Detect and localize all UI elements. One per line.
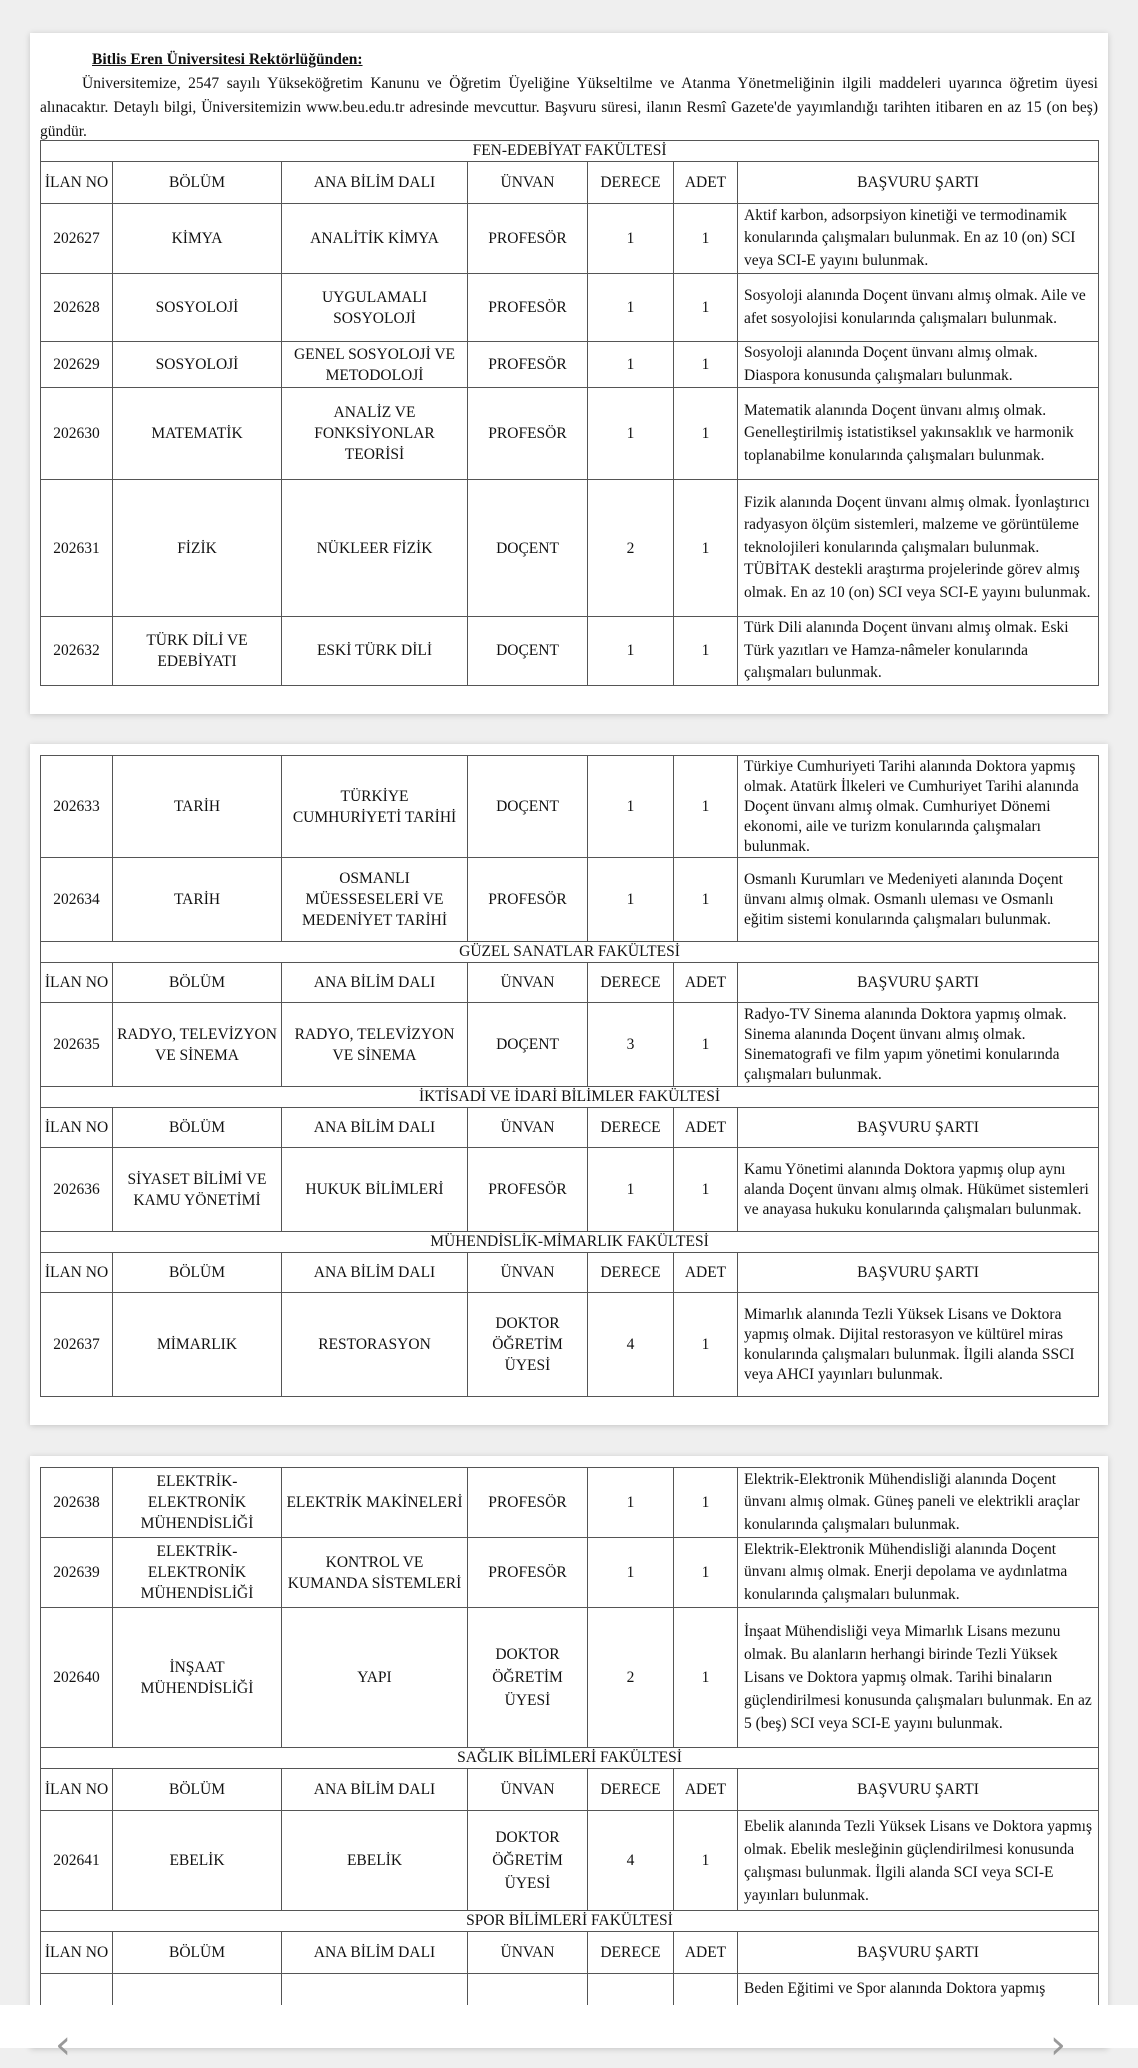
basvuru-sarti: Türk Dili alanında Doçent ünvanı almış olmak. Eski Türk yazıtları ve Hamza-nâmeler konularında çalışmaları bulunmak.: [738, 617, 1099, 686]
table-row: [41, 858, 1099, 942]
derece: 1: [588, 617, 674, 686]
header-ana-bilim-dali: ANA BİLİM DALI: [282, 162, 468, 204]
header-derece: DERECE: [588, 1253, 674, 1293]
chevron-left-icon[interactable]: ‹: [55, 2022, 71, 2068]
header-derece: DERECE: [588, 162, 674, 204]
table-row: [41, 1811, 1099, 1911]
unvan: PROFESÖR: [468, 1538, 588, 1608]
basvuru-sarti: Aktif karbon, adsorpsiyon kinetiği ve termodinamik konularında çalışmaları bulunmak. En az 10 (on) SCI veya SCI-E yayını bulunmak.: [738, 204, 1099, 274]
unvan: PROFESÖR: [468, 858, 588, 942]
basvuru-sarti: Sosyoloji alanında Doçent ünvanı almış olmak. Diaspora konusunda çalışmaları bulunmak.: [738, 342, 1099, 388]
ana-bilim-dali: OSMANLI MÜESSESELERİ VE MEDENİYET TARİHİ: [282, 858, 468, 942]
faculty-title: SAĞLIK BİLİMLERİ FAKÜLTESİ: [41, 1748, 1099, 1769]
bolum: TÜRK DİLİ VE EDEBİYATI: [113, 617, 282, 686]
basvuru-sarti: Elektrik-Elektronik Mühendisliği alanında Doçent ünvanı almış olmak. Enerji depolama ve aydınlatma konularında çalışmaları bulunmak.: [738, 1538, 1099, 1608]
ilan-no: 202629: [41, 342, 113, 388]
basvuru-sarti: Radyo-TV Sinema alanında Doktora yapmış olmak. Sinema alanında Doçent ünvanı almış olmak. Sinematografi ve film yapım yönetimi konularında çalışmaları bulunmak.: [738, 1003, 1099, 1087]
faculty-title: FEN-EDEBİYAT FAKÜLTESİ: [41, 141, 1099, 162]
ana-bilim-dali: KONTROL VE KUMANDA SİSTEMLERİ: [282, 1538, 468, 1608]
faculty-title: GÜZEL SANATLAR FAKÜLTESİ: [41, 942, 1099, 963]
adet: 1: [674, 388, 738, 480]
header-basvuru-sarti: BAŞVURU ŞARTI: [738, 1108, 1099, 1148]
adet: 1: [674, 617, 738, 686]
basvuru-sarti: Kamu Yönetimi alanında Doktora yapmış olup aynı alanda Doçent ünvanı almış olmak. Hükümet sistemleri ve anayasa hukuku konularında çalışmaları bulunmak.: [738, 1148, 1099, 1232]
ilan-no: 202627: [41, 204, 113, 274]
adet: 1: [674, 342, 738, 388]
ilan-no: 202640: [41, 1608, 113, 1748]
basvuru-sarti: Fizik alanında Doçent ünvanı almış olmak. İyonlaştırıcı radyasyon ölçüm sistemleri, malzeme ve görüntüleme teknolojileri konularında çalışmaları bulunmak. TÜBİTAK destekli araştırma projelerinde görev almış olmak. En az 10 (on) SCI veya SCI-E yayını bulunmak.: [738, 480, 1099, 617]
ilan-no: 202632: [41, 617, 113, 686]
header-bolum: BÖLÜM: [113, 1253, 282, 1293]
document-page-1: [30, 33, 1108, 714]
basvuru-sarti: Beden Eğitimi ve Spor alanında Doktora yapmış: [738, 1974, 1099, 2014]
basvuru-sarti: Sosyoloji alanında Doçent ünvanı almış olmak. Aile ve afet sosyolojisi konularında çalışmaları bulunmak.: [738, 274, 1099, 342]
ilan-no: 202635: [41, 1003, 113, 1087]
header-basvuru-sarti: BAŞVURU ŞARTI: [738, 1769, 1099, 1811]
header-unvan: ÜNVAN: [468, 1108, 588, 1148]
adet: 1: [674, 1148, 738, 1232]
header-derece: DERECE: [588, 1769, 674, 1811]
header-bolum: BÖLÜM: [113, 963, 282, 1003]
derece: 1: [588, 204, 674, 274]
header-ilan-no: İLAN NO: [41, 162, 113, 204]
adet: 1: [674, 1538, 738, 1608]
table-row: [41, 756, 1099, 858]
header-unvan: ÜNVAN: [468, 963, 588, 1003]
header-ana-bilim-dali: ANA BİLİM DALI: [282, 1253, 468, 1293]
header-adet: ADET: [674, 1769, 738, 1811]
intro-paragraph: [40, 48, 1098, 144]
table-row: [41, 1148, 1099, 1232]
basvuru-sarti: Ebelik alanında Tezli Yüksek Lisans ve Doktora yapmış olmak. Ebelik mesleğinin güçlendirilmesi konusunda çalışması bulunmak. İlgili alanda SCI veya SCI-E yayınları bulunmak.: [738, 1811, 1099, 1911]
faculty-title: MÜHENDİSLİK-MİMARLIK FAKÜLTESİ: [41, 1232, 1099, 1253]
derece: 1: [588, 858, 674, 942]
unvan: PROFESÖR: [468, 388, 588, 480]
faculty-title: İKTİSADİ VE İDARİ BİLİMLER FAKÜLTESİ: [41, 1087, 1099, 1108]
ana-bilim-dali: RADYO, TELEVİZYON VE SİNEMA: [282, 1003, 468, 1087]
positions-table-3: [40, 1467, 1099, 2014]
table-row: [41, 480, 1099, 617]
ana-bilim-dali: RESTORASYON: [282, 1293, 468, 1397]
ana-bilim-dali: ELEKTRİK MAKİNELERİ: [282, 1468, 468, 1538]
ilan-no: 202633: [41, 756, 113, 858]
ana-bilim-dali: UYGULAMALI SOSYOLOJİ: [282, 274, 468, 342]
header-ilan-no: İLAN NO: [41, 1108, 113, 1148]
derece: 1: [588, 388, 674, 480]
chevron-right-icon[interactable]: ›: [1050, 2022, 1066, 2068]
header-ilan-no: İLAN NO: [41, 963, 113, 1003]
document-page-3: [30, 1456, 1108, 2048]
unvan: DOÇENT: [468, 617, 588, 686]
ana-bilim-dali: EBELİK: [282, 1811, 468, 1911]
basvuru-sarti: İnşaat Mühendisliği veya Mimarlık Lisans mezunu olmak. Bu alanların herhangi birinde Tezli Yüksek Lisans ve Doktora yapmış olmak. Tarihi binaların güçlendirilmesi konusunda çalışmaları bulunmak. En az 5 (beş) SCI veya SCI-E yayını bulunmak.: [738, 1608, 1099, 1748]
unvan: DOÇENT: [468, 480, 588, 617]
bolum: SOSYOLOJİ: [113, 342, 282, 388]
adet: 1: [674, 1003, 738, 1087]
intro-text: Üniversitemize, 2547 sayılı Yükseköğretim Kanunu ve Öğretim Üyeliğine Yükseltilme ve Atanma Yönetmeliğinin ilgili maddeleri uyarınca öğretim üyesi alınacaktır. Detaylı bilgi, Üniversitemizin www.beu.edu.tr adresinde mevcuttur. Başvuru süresi, ilanın Resmî Gazete'de yayımlandığı tarihten itibaren en az 15 (on beş) gündür.: [40, 75, 1098, 140]
header-ana-bilim-dali: ANA BİLİM DALI: [282, 963, 468, 1003]
basvuru-sarti: Türkiye Cumhuriyeti Tarihi alanında Doktora yapmış olmak. Atatürk İlkeleri ve Cumhuriyet Tarihi alanında Doçent ünvanı almış olmak. Cumhuriyet Dönemi ekonomi, aile ve turizm konularında çalışmaları bulunmak.: [738, 756, 1099, 858]
header-basvuru-sarti: BAŞVURU ŞARTI: [738, 1253, 1099, 1293]
bolum: MİMARLIK: [113, 1293, 282, 1397]
bolum: EBELİK: [113, 1811, 282, 1911]
unvan: PROFESÖR: [468, 274, 588, 342]
table-row: [41, 388, 1099, 480]
bolum: TARİH: [113, 756, 282, 858]
ana-bilim-dali: YAPI: [282, 1608, 468, 1748]
bolum: KİMYA: [113, 204, 282, 274]
header-unvan: ÜNVAN: [468, 1253, 588, 1293]
table-row: [41, 1538, 1099, 1608]
bottom-nav-bar: [0, 2005, 1138, 2048]
ilan-no: 202637: [41, 1293, 113, 1397]
ilan-no: 202631: [41, 480, 113, 617]
derece: 4: [588, 1811, 674, 1911]
adet: 1: [674, 1811, 738, 1911]
header-bolum: BÖLÜM: [113, 1932, 282, 1974]
header-ana-bilim-dali: ANA BİLİM DALI: [282, 1769, 468, 1811]
header-bolum: BÖLÜM: [113, 1769, 282, 1811]
table-row: [41, 1003, 1099, 1087]
header-adet: ADET: [674, 162, 738, 204]
header-adet: ADET: [674, 1253, 738, 1293]
derece: 1: [588, 756, 674, 858]
derece: 1: [588, 274, 674, 342]
header-basvuru-sarti: BAŞVURU ŞARTI: [738, 162, 1099, 204]
bolum: SİYASET BİLİMİ VE KAMU YÖNETİMİ: [113, 1148, 282, 1232]
header-basvuru-sarti: BAŞVURU ŞARTI: [738, 1932, 1099, 1974]
adet: 1: [674, 1608, 738, 1748]
header-derece: DERECE: [588, 1932, 674, 1974]
positions-table-1: [40, 140, 1099, 686]
table-row: [41, 1468, 1099, 1538]
unvan: DOKTOR ÖĞRETİM ÜYESİ: [468, 1293, 588, 1397]
bolum: MATEMATİK: [113, 388, 282, 480]
unvan: DOÇENT: [468, 1003, 588, 1087]
table-row: [41, 617, 1099, 686]
ilan-no: 202641: [41, 1811, 113, 1911]
adet: 1: [674, 204, 738, 274]
ana-bilim-dali: HUKUK BİLİMLERİ: [282, 1148, 468, 1232]
derece: 1: [588, 342, 674, 388]
adet: 1: [674, 1293, 738, 1397]
header-bolum: BÖLÜM: [113, 162, 282, 204]
header-unvan: ÜNVAN: [468, 162, 588, 204]
derece: 1: [588, 1148, 674, 1232]
ilan-no: 202628: [41, 274, 113, 342]
positions-table-2: [40, 755, 1099, 1397]
ilan-no: 202638: [41, 1468, 113, 1538]
basvuru-sarti: Elektrik-Elektronik Mühendisliği alanında Doçent ünvanı almış olmak. Güneş paneli ve elektrikli araçlar konularında çalışmaları bulunmak.: [738, 1468, 1099, 1538]
unvan: PROFESÖR: [468, 1468, 588, 1538]
adet: 1: [674, 1468, 738, 1538]
header-ilan-no: İLAN NO: [41, 1932, 113, 1974]
faculty-title: SPOR BİLİMLERİ FAKÜLTESİ: [41, 1911, 1099, 1932]
unvan: DOKTOR ÖĞRETİM ÜYESİ: [468, 1608, 588, 1748]
header-adet: ADET: [674, 963, 738, 1003]
derece: 2: [588, 480, 674, 617]
basvuru-sarti: Matematik alanında Doçent ünvanı almış olmak. Genelleştirilmiş istatistiksel yakınsaklık ve harmonik toplanabilme konularında çalışmaları bulunmak.: [738, 388, 1099, 480]
unvan: PROFESÖR: [468, 204, 588, 274]
header-bolum: BÖLÜM: [113, 1108, 282, 1148]
ilan-no: 202630: [41, 388, 113, 480]
header-adet: ADET: [674, 1108, 738, 1148]
derece: 2: [588, 1608, 674, 1748]
basvuru-sarti: Osmanlı Kurumları ve Medeniyeti alanında Doçent ünvanı almış olmak. Osmanlı uleması ve Osmanlı eğitim sistemi konularında çalışmaları bulunmak.: [738, 858, 1099, 942]
intro-heading: Bitlis Eren Üniversitesi Rektörlüğünden:: [92, 51, 363, 68]
header-basvuru-sarti: BAŞVURU ŞARTI: [738, 963, 1099, 1003]
header-unvan: ÜNVAN: [468, 1769, 588, 1811]
derece: 4: [588, 1293, 674, 1397]
ana-bilim-dali: ESKİ TÜRK DİLİ: [282, 617, 468, 686]
derece: 3: [588, 1003, 674, 1087]
ilan-no: 202634: [41, 858, 113, 942]
adet: 1: [674, 274, 738, 342]
header-unvan: ÜNVAN: [468, 1932, 588, 1974]
header-ilan-no: İLAN NO: [41, 1253, 113, 1293]
header-adet: ADET: [674, 1932, 738, 1974]
unvan: DOÇENT: [468, 756, 588, 858]
header-ana-bilim-dali: ANA BİLİM DALI: [282, 1932, 468, 1974]
ana-bilim-dali: ANALİTİK KİMYA: [282, 204, 468, 274]
adet: 1: [674, 756, 738, 858]
ana-bilim-dali: TÜRKİYE CUMHURİYETİ TARİHİ: [282, 756, 468, 858]
header-ana-bilim-dali: ANA BİLİM DALI: [282, 1108, 468, 1148]
bolum: SOSYOLOJİ: [113, 274, 282, 342]
ana-bilim-dali: ANALİZ VE FONKSİYONLAR TEORİSİ: [282, 388, 468, 480]
header-derece: DERECE: [588, 1108, 674, 1148]
ana-bilim-dali: NÜKLEER FİZİK: [282, 480, 468, 617]
table-row: [41, 204, 1099, 274]
header-derece: DERECE: [588, 963, 674, 1003]
table-row: [41, 342, 1099, 388]
bolum: RADYO, TELEVİZYON VE SİNEMA: [113, 1003, 282, 1087]
adet: 1: [674, 480, 738, 617]
table-row: [41, 1608, 1099, 1748]
table-row: [41, 274, 1099, 342]
bolum: ELEKTRİK-ELEKTRONİK MÜHENDİSLİĞİ: [113, 1468, 282, 1538]
bolum: İNŞAAT MÜHENDİSLİĞİ: [113, 1608, 282, 1748]
bolum: FİZİK: [113, 480, 282, 617]
unvan: DOKTOR ÖĞRETİM ÜYESİ: [468, 1811, 588, 1911]
ana-bilim-dali: GENEL SOSYOLOJİ VE METODOLOJİ: [282, 342, 468, 388]
derece: 1: [588, 1468, 674, 1538]
document-page-2: [30, 744, 1108, 1425]
derece: 1: [588, 1538, 674, 1608]
table-row: [41, 1293, 1099, 1397]
adet: 1: [674, 858, 738, 942]
ilan-no: 202639: [41, 1538, 113, 1608]
unvan: PROFESÖR: [468, 1148, 588, 1232]
basvuru-sarti: Mimarlık alanında Tezli Yüksek Lisans ve Doktora yapmış olmak. Dijital restorasyon ve kültürel miras konularında çalışmaları bulunmak. İlgili alanda SSCI veya AHCI yayınları bulunmak.: [738, 1293, 1099, 1397]
bolum: ELEKTRİK-ELEKTRONİK MÜHENDİSLİĞİ: [113, 1538, 282, 1608]
unvan: PROFESÖR: [468, 342, 588, 388]
header-ilan-no: İLAN NO: [41, 1769, 113, 1811]
bolum: TARİH: [113, 858, 282, 942]
ilan-no: 202636: [41, 1148, 113, 1232]
